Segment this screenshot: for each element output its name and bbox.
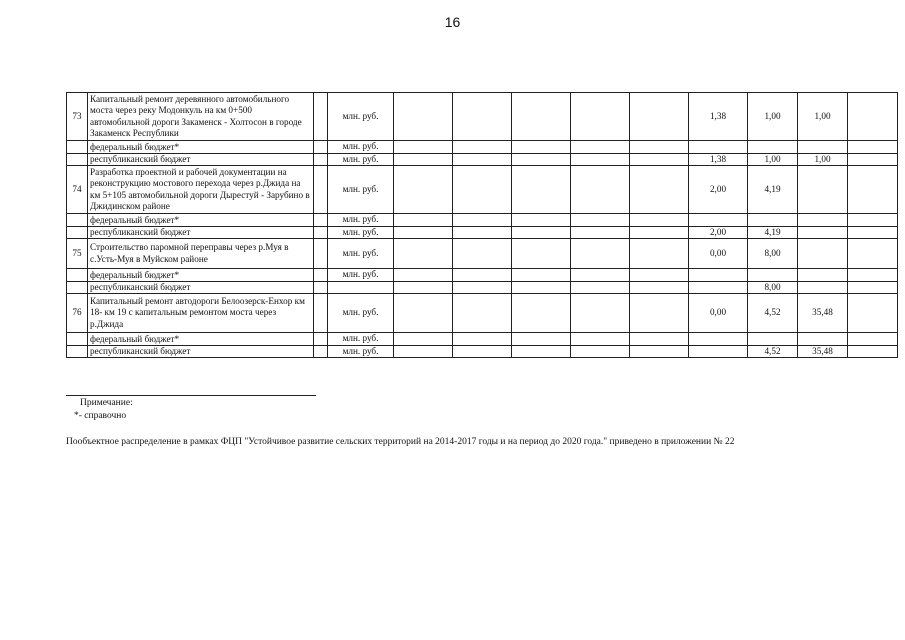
unit-cell: млн. руб. (328, 333, 394, 346)
value-cell (848, 214, 898, 227)
value-cell (571, 239, 630, 269)
name-text: Капитальный ремонт автодороги Белоозерск-Енхор км 18- км 19 с капитальным ремонтом моста через р.Джида (90, 295, 305, 329)
budget-source (88, 269, 314, 282)
unit-cell: млн. руб. (328, 166, 394, 214)
value-cell (689, 214, 748, 227)
budget-source (88, 226, 314, 239)
value-cell (571, 269, 630, 282)
value-cell (848, 93, 898, 141)
budget-row (67, 269, 898, 282)
value-cell (689, 281, 748, 294)
value-cell (512, 269, 571, 282)
value-cell (848, 269, 898, 282)
value-cell (848, 141, 898, 154)
value-cell (512, 345, 571, 358)
unit-cell: млн. руб. (328, 153, 394, 166)
spacer-cell (314, 214, 328, 227)
value-cell: 1,00 (798, 93, 848, 141)
value-cell (394, 281, 453, 294)
project-name (88, 166, 314, 214)
page-number: 16 (444, 14, 461, 30)
value-cell (748, 214, 798, 227)
value-cell (630, 281, 689, 294)
value-cell (848, 345, 898, 358)
unit-cell: млн. руб. (328, 214, 394, 227)
spacer-cell (314, 166, 328, 214)
value-cell (453, 226, 512, 239)
value-cell (630, 153, 689, 166)
budget-row (67, 226, 898, 239)
row-number (67, 281, 88, 294)
spacer-cell (314, 153, 328, 166)
note-divider (66, 395, 316, 396)
value-cell (394, 141, 453, 154)
budget-row (67, 333, 898, 346)
row-number (67, 269, 88, 282)
spacer-cell (314, 141, 328, 154)
value-cell (512, 226, 571, 239)
value-cell: 4,19 (748, 226, 798, 239)
value-cell (512, 294, 571, 333)
budget-source (88, 281, 314, 294)
value-cell (453, 333, 512, 346)
value-cell (798, 166, 848, 214)
value-cell: 2,00 (689, 226, 748, 239)
unit-cell: млн. руб. (328, 294, 394, 333)
value-cell (512, 239, 571, 269)
note-title: Примечание: (80, 398, 133, 408)
value-cell (512, 166, 571, 214)
value-cell (848, 153, 898, 166)
value-cell: 4,52 (748, 294, 798, 333)
value-cell (689, 333, 748, 346)
unit-cell: млн. руб. (328, 141, 394, 154)
value-cell (571, 345, 630, 358)
project-name (88, 294, 314, 333)
spacer-cell (314, 226, 328, 239)
value-cell (512, 281, 571, 294)
value-cell: 1,38 (689, 93, 748, 141)
value-cell (798, 214, 848, 227)
value-cell (394, 294, 453, 333)
spacer-cell (314, 93, 328, 141)
name-text: республиканский бюджет (90, 282, 191, 293)
value-cell (453, 166, 512, 214)
spacer-cell (314, 281, 328, 294)
name-text: Строительство паромной переправы через р.Муя в с.Усть-Муя в Муйском районе (90, 242, 289, 264)
row-number: 76 (67, 294, 88, 333)
name-text: федеральный бюджет* (90, 333, 180, 344)
value-cell (798, 269, 848, 282)
value-cell: 4,52 (748, 345, 798, 358)
name-text: республиканский бюджет (90, 346, 191, 357)
value-cell (848, 333, 898, 346)
row-number (67, 214, 88, 227)
value-cell (571, 226, 630, 239)
value-cell (630, 93, 689, 141)
row-number (67, 141, 88, 154)
value-cell (630, 166, 689, 214)
budget-source (88, 214, 314, 227)
value-cell: 8,00 (748, 239, 798, 269)
unit-cell: млн. руб. (328, 93, 394, 141)
row-number: 75 (67, 239, 88, 269)
spacer-cell (314, 294, 328, 333)
value-cell (394, 239, 453, 269)
name-text: федеральный бюджет* (90, 214, 180, 225)
value-cell: 1,38 (689, 153, 748, 166)
budget-source (88, 141, 314, 154)
value-cell (689, 269, 748, 282)
project-row (67, 93, 898, 141)
value-cell (798, 141, 848, 154)
value-cell: 35,48 (798, 294, 848, 333)
spacer-cell (314, 239, 328, 269)
value-cell (394, 153, 453, 166)
value-cell: 35,48 (798, 345, 848, 358)
value-cell (689, 345, 748, 358)
value-cell (453, 281, 512, 294)
row-number (67, 226, 88, 239)
value-cell (394, 345, 453, 358)
value-cell: 0,00 (689, 239, 748, 269)
row-number: 74 (67, 166, 88, 214)
value-cell (453, 93, 512, 141)
value-cell (394, 226, 453, 239)
spacer-cell (314, 345, 328, 358)
value-cell (630, 269, 689, 282)
value-cell (394, 333, 453, 346)
value-cell (571, 294, 630, 333)
value-cell (512, 153, 571, 166)
project-row (67, 294, 898, 333)
spacer-cell (314, 269, 328, 282)
value-cell: 8,00 (748, 281, 798, 294)
value-cell (512, 93, 571, 141)
value-cell (571, 214, 630, 227)
value-cell (394, 93, 453, 141)
name-text: республиканский бюджет (90, 154, 191, 165)
value-cell (453, 345, 512, 358)
project-name (88, 239, 314, 269)
value-cell (394, 269, 453, 282)
name-text: республиканский бюджет (90, 227, 191, 238)
budget-source (88, 333, 314, 346)
value-cell (394, 166, 453, 214)
value-cell (571, 333, 630, 346)
value-cell (453, 214, 512, 227)
unit-cell: млн. руб. (328, 226, 394, 239)
unit-cell: млн. руб. (328, 239, 394, 269)
name-text: Разработка проектной и рабочей документации на реконструкцию мостового перехода через р.Джида на км 5+105 автомобильной дороги Дырестуй - Зарубино в Джидинском районе (90, 166, 310, 211)
budget-row (67, 153, 898, 166)
value-cell (394, 214, 453, 227)
name-text: Капитальный ремонт деревянного автомобильного моста через реку Модонкуль на км 0+500 автомобильной дороги Закаменск - Холтосон в городе Закаменск Республики (90, 93, 302, 138)
value-cell (630, 141, 689, 154)
value-cell (453, 141, 512, 154)
value-cell (630, 333, 689, 346)
value-cell (512, 333, 571, 346)
value-cell (630, 294, 689, 333)
value-cell (848, 166, 898, 214)
footer-text: Пообъектное распределение в рамках ФЦП "Устойчивое развитие сельских территорий на 2014-2017 годы и на период до 2020 года." приведено в приложении № 22 (66, 437, 735, 447)
budget-table (66, 92, 898, 358)
value-cell (453, 294, 512, 333)
value-cell (798, 333, 848, 346)
spacer-cell (314, 333, 328, 346)
row-number (67, 153, 88, 166)
value-cell (748, 269, 798, 282)
value-cell: 1,00 (748, 153, 798, 166)
unit-cell (328, 281, 394, 294)
budget-row (67, 281, 898, 294)
value-cell (571, 166, 630, 214)
value-cell (630, 345, 689, 358)
value-cell (630, 239, 689, 269)
value-cell: 4,19 (748, 166, 798, 214)
budget-source (88, 345, 314, 358)
value-cell (798, 226, 848, 239)
value-cell (512, 141, 571, 154)
value-cell (630, 214, 689, 227)
value-cell: 0,00 (689, 294, 748, 333)
value-cell (453, 153, 512, 166)
value-cell (571, 153, 630, 166)
value-cell (453, 269, 512, 282)
value-cell (748, 141, 798, 154)
value-cell (848, 226, 898, 239)
value-cell (512, 214, 571, 227)
value-cell: 1,00 (748, 93, 798, 141)
value-cell (798, 281, 848, 294)
value-cell (630, 226, 689, 239)
budget-row (67, 141, 898, 154)
row-number (67, 345, 88, 358)
value-cell (571, 141, 630, 154)
value-cell (689, 141, 748, 154)
value-cell (848, 294, 898, 333)
value-cell (748, 333, 798, 346)
value-cell (571, 93, 630, 141)
project-row (67, 166, 898, 214)
project-row (67, 239, 898, 269)
value-cell: 1,00 (798, 153, 848, 166)
budget-row (67, 214, 898, 227)
value-cell (848, 239, 898, 269)
budget-source (88, 153, 314, 166)
value-cell (848, 281, 898, 294)
row-number: 73 (67, 93, 88, 141)
value-cell (571, 281, 630, 294)
unit-cell: млн. руб. (328, 269, 394, 282)
value-cell: 2,00 (689, 166, 748, 214)
unit-cell: млн. руб. (328, 345, 394, 358)
budget-row (67, 345, 898, 358)
project-name (88, 93, 314, 141)
name-text: федеральный бюджет* (90, 141, 180, 152)
name-text: федеральный бюджет* (90, 269, 180, 280)
value-cell (798, 239, 848, 269)
row-number (67, 333, 88, 346)
note-item: *- справочно (74, 411, 127, 421)
value-cell (453, 239, 512, 269)
